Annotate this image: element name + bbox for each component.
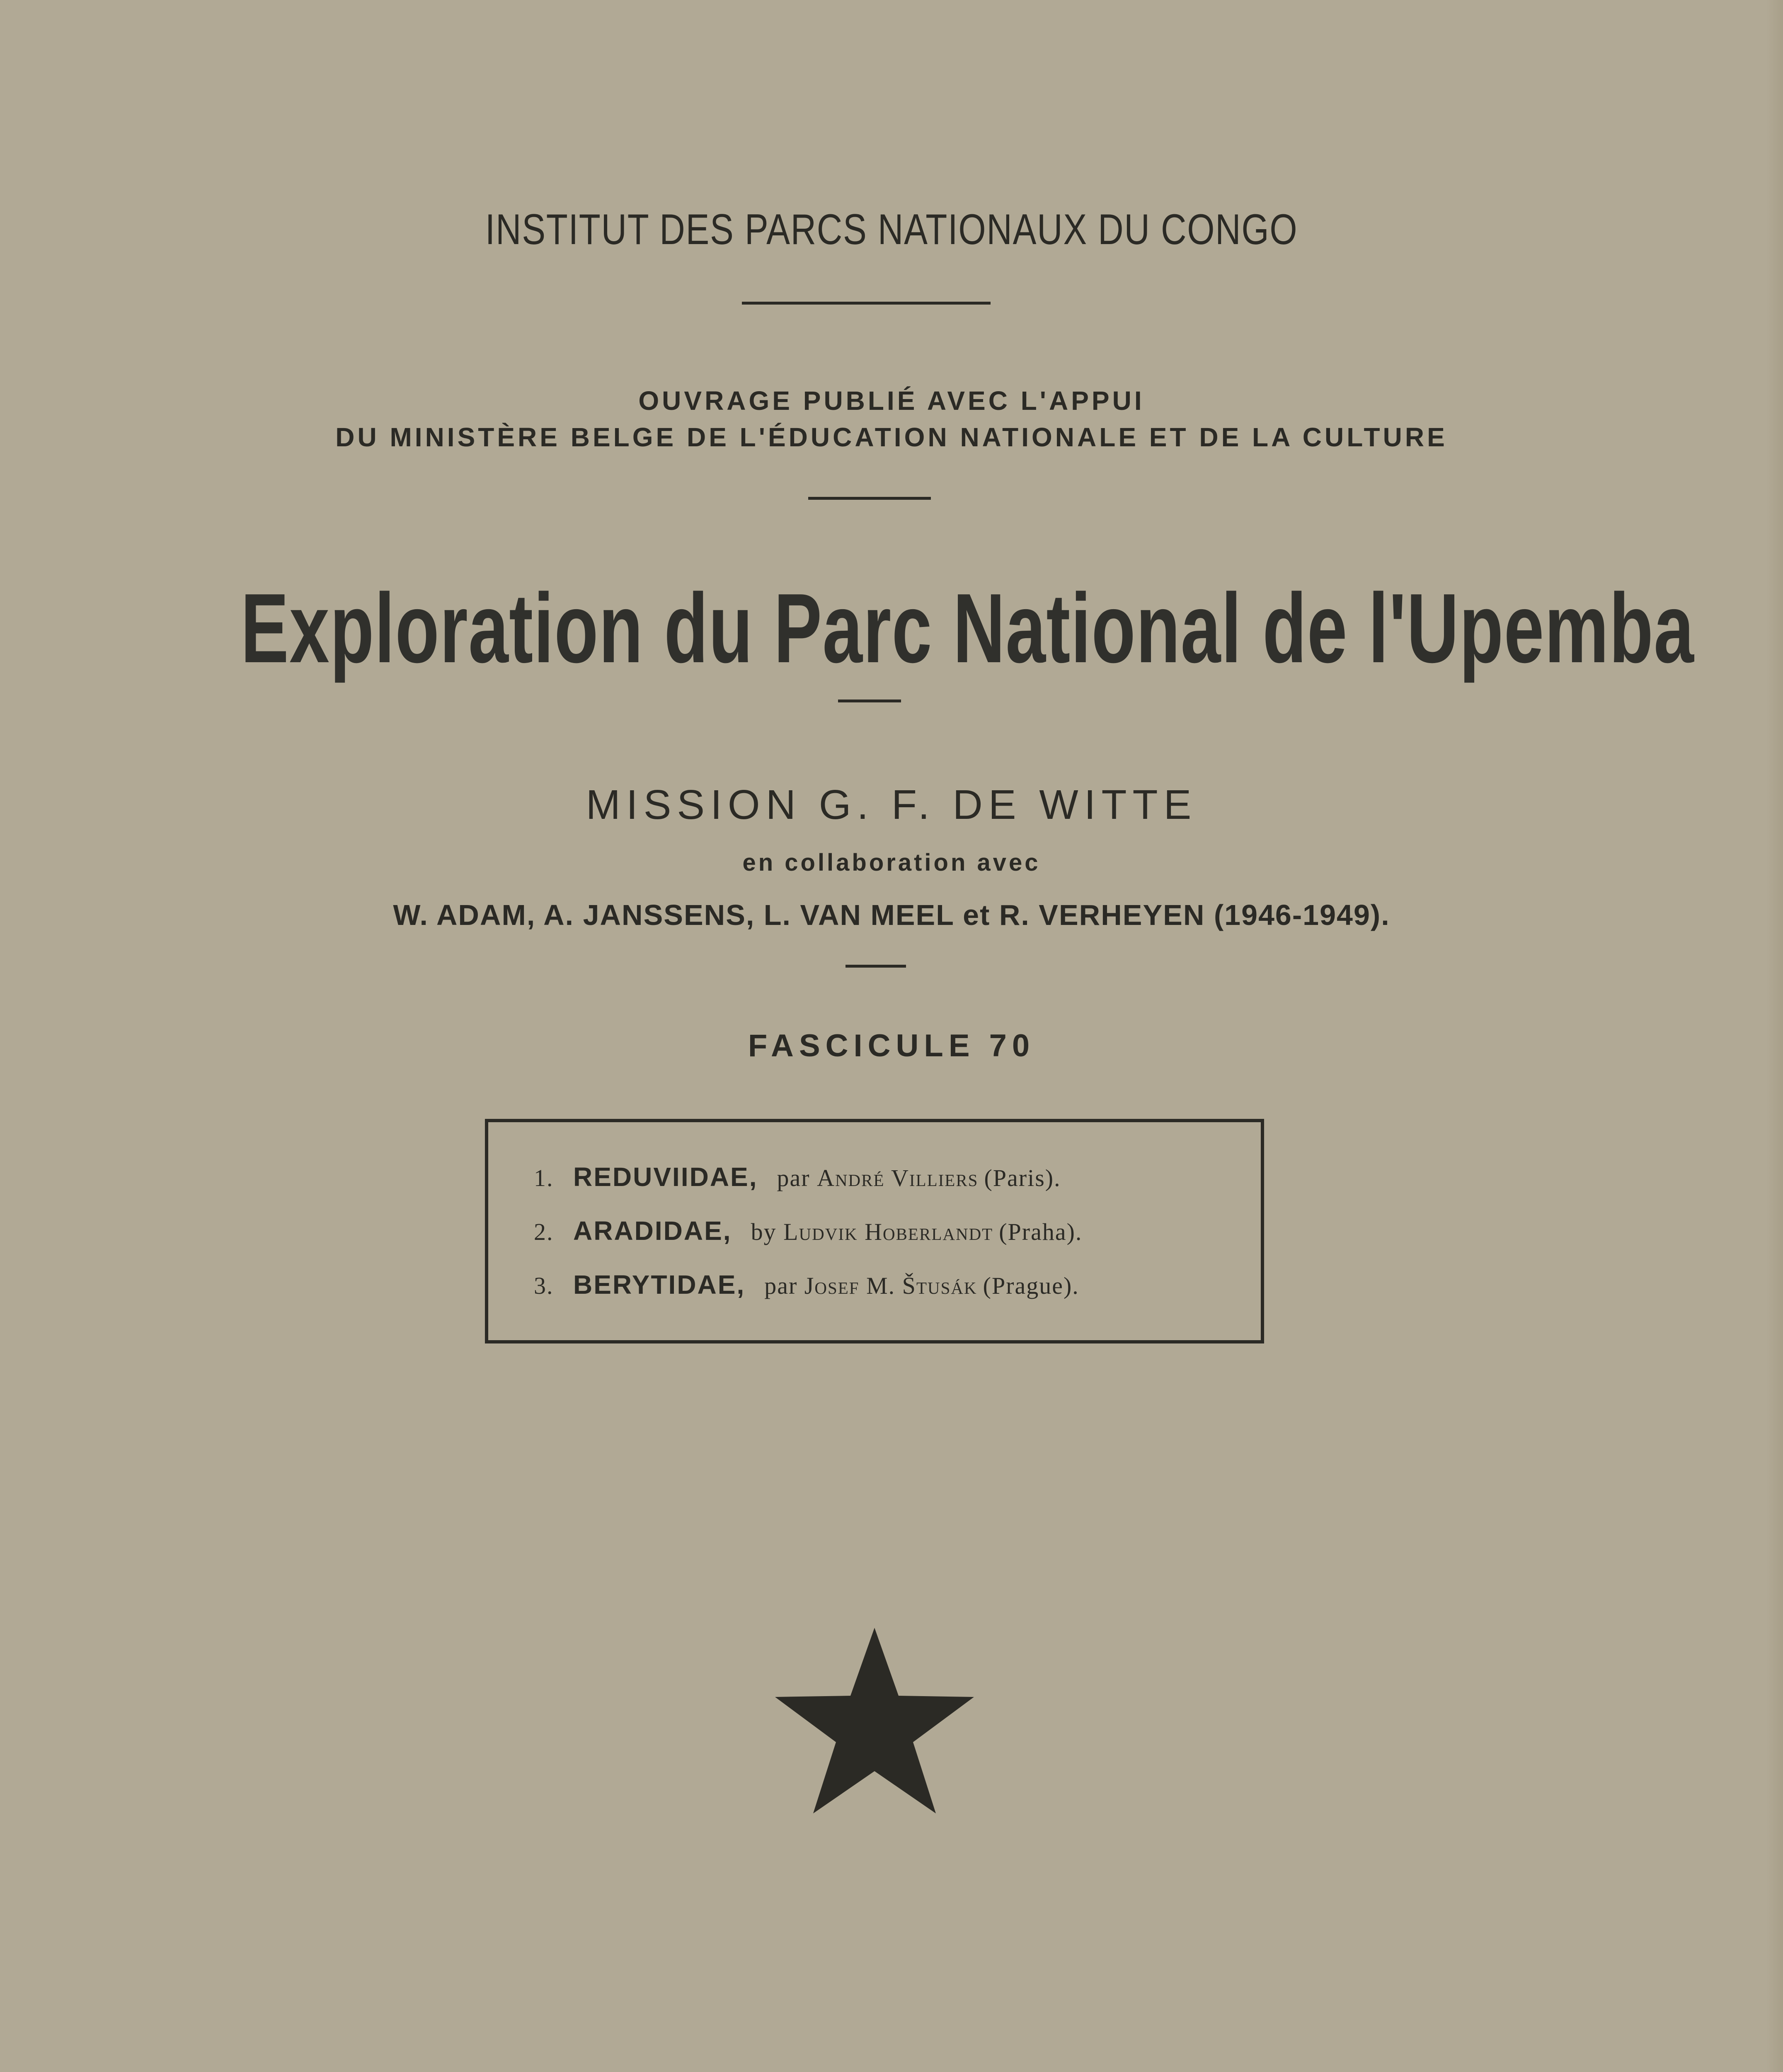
mission-name: MISSION G. F. DE WITTE	[586, 782, 1197, 828]
rule-4	[845, 965, 906, 968]
rule-1	[742, 302, 991, 305]
support-line-1: OUVRAGE PUBLIÉ AVEC L'APPUI	[638, 386, 1145, 416]
entry-place: (Praha).	[999, 1218, 1083, 1245]
collaboration-line: en collaboration avec	[742, 849, 1041, 876]
entry-by: par	[777, 1164, 810, 1191]
entry-by: by	[751, 1218, 777, 1245]
entry-by: par	[764, 1272, 798, 1299]
support-line-2: DU MINISTÈRE BELGE DE L'ÉDUCATION NATIONALE ET DE LA CULTURE	[335, 422, 1448, 452]
entry-family: REDUVIIDAE,	[573, 1162, 758, 1192]
institute-name: INSTITUT DES PARCS NATIONAUX DU CONGO	[485, 206, 1298, 254]
contents-entry	[534, 1269, 1079, 1300]
entry-family: BERYTIDAE,	[573, 1270, 746, 1300]
page-title: Exploration du Parc National de l'Upemba	[240, 574, 1695, 683]
entry-author: Ludvik Hoberlandt	[783, 1218, 993, 1245]
rule-3	[838, 700, 901, 702]
entry-family: ARADIDAE,	[573, 1216, 732, 1246]
contents-box	[485, 1119, 1264, 1343]
entry-place: (Prague).	[983, 1272, 1079, 1299]
contents-entry	[534, 1162, 1061, 1192]
entry-place: (Paris).	[984, 1164, 1061, 1191]
mission-members: W. ADAM, A. JANSSENS, L. VAN MEEL et R. VERHEYEN (1946-1949).	[393, 899, 1390, 931]
fascicule-number: FASCICULE 70	[748, 1028, 1035, 1063]
entry-number: 1.	[534, 1164, 554, 1191]
entry-author: André Villiers	[817, 1164, 979, 1191]
entry-number: 2.	[534, 1218, 554, 1245]
contents-entry	[534, 1215, 1082, 1246]
entry-number: 3.	[534, 1272, 554, 1299]
entry-author: Josef M. Štusák	[804, 1272, 977, 1299]
rule-2	[808, 497, 931, 500]
star-icon	[771, 1624, 978, 1816]
